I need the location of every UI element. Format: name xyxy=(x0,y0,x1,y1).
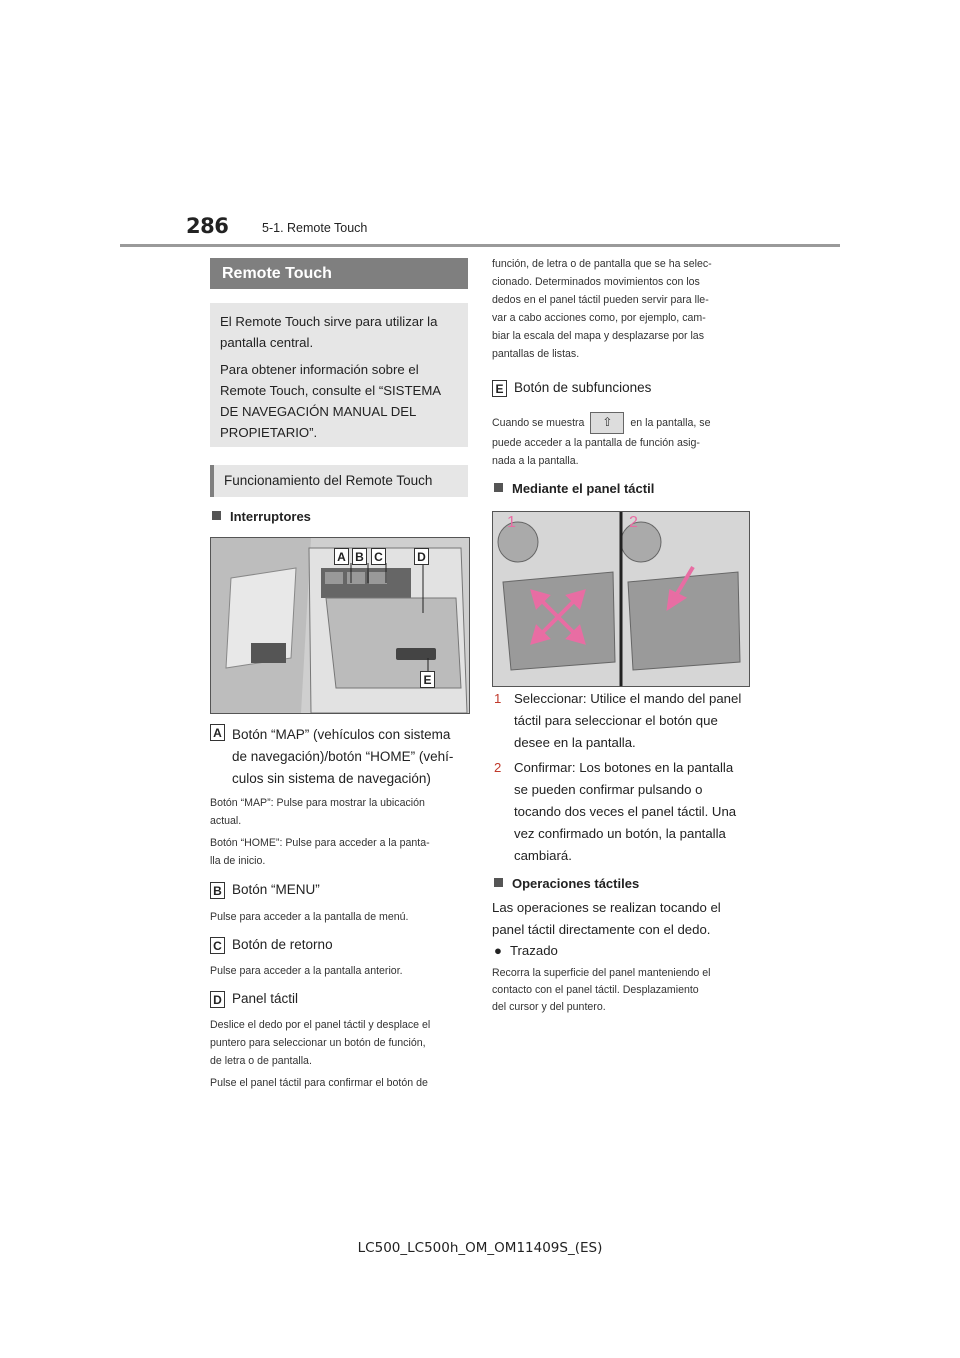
header-divider xyxy=(120,244,840,247)
step-2-number: 2 xyxy=(494,760,502,775)
item-a-desc-2: actual. xyxy=(210,815,242,827)
trace-desc xyxy=(492,965,710,1016)
step-1-line-3: desee en la pantalla. xyxy=(514,735,636,750)
switches-figure xyxy=(210,537,470,714)
item-a-label: A xyxy=(210,724,225,741)
item-e-title: Botón de subfunciones xyxy=(514,380,652,395)
item-a-title-1: Botón “MAP” (vehículos con sistema xyxy=(232,727,451,742)
operation-heading: Funcionamiento del Remote Touch xyxy=(210,465,468,497)
item-e-label: E xyxy=(492,380,507,397)
continued-line-2: cionado. Determinados movimientos con los xyxy=(492,276,700,288)
continued-line-1: función, de letra o de pantalla que se ha selec- xyxy=(492,258,712,270)
figure-label-c: C xyxy=(371,548,386,565)
touch-ops-subheading xyxy=(494,876,639,891)
step-2-text xyxy=(514,757,736,867)
touchpad-subheading xyxy=(494,481,654,496)
touchpad-subheading-text: Mediante el panel táctil xyxy=(512,481,655,496)
figure-label-e: E xyxy=(420,671,435,688)
item-e-desc-2: puede acceder a la pantalla de función asig- xyxy=(492,437,700,449)
item-c-label: C xyxy=(210,937,225,954)
section-title: 5-1. Remote Touch xyxy=(262,221,368,235)
item-d-desc-1: Deslice el dedo por el panel táctil y desplace el xyxy=(210,1019,431,1031)
figure-label-a: A xyxy=(334,548,349,565)
figure-step-1: 1 xyxy=(507,514,516,531)
step-1-line-2: táctil para seleccionar el botón que xyxy=(514,713,718,728)
trace-bullet-text: Trazado xyxy=(509,943,558,958)
item-d-desc xyxy=(210,1016,430,1092)
item-a-desc-3: Botón “HOME”: Pulse para acceder a la panta- xyxy=(210,837,430,849)
item-b-desc: Pulse para acceder a la pantalla de menú. xyxy=(210,911,409,923)
square-bullet-icon xyxy=(494,878,503,887)
trace-desc-2: contacto con el panel táctil. Desplazamiento xyxy=(492,984,699,996)
item-a-desc xyxy=(210,794,430,870)
round-bullet-icon: ● xyxy=(494,943,502,958)
continued-line-5: biar la escala del mapa y desplazarse por las xyxy=(492,330,704,342)
figure-label-b: B xyxy=(352,548,367,565)
item-c-title: Botón de retorno xyxy=(232,937,333,952)
switches-subheading-text: Interruptores xyxy=(230,509,311,524)
touchpad-figure xyxy=(492,511,750,687)
double-chevron-up-icon: ⇧ xyxy=(590,412,624,434)
item-a-desc-1: Botón “MAP”: Pulse para mostrar la ubicación xyxy=(210,797,425,809)
square-bullet-icon xyxy=(494,483,503,492)
trace-desc-1: Recorra la superficie del panel manteniendo el xyxy=(492,967,711,979)
item-a-desc-4: lla de inicio. xyxy=(210,855,266,867)
step-1-text xyxy=(514,688,741,754)
step-2-line-5: cambiará. xyxy=(514,848,572,863)
info-text-2: Para obtener información sobre el Remote Touch, consulte el “SISTEMA DE NAVEGACIÓN MANUAL DEL PROPIETARIO”. xyxy=(220,362,441,440)
trace-bullet xyxy=(494,940,558,962)
touch-ops-line-2: panel táctil directamente con el dedo. xyxy=(492,922,711,937)
touch-ops-text xyxy=(492,897,721,941)
square-bullet-icon xyxy=(212,511,221,520)
item-b-label: B xyxy=(210,882,225,899)
step-1-line-1: Seleccionar: Utilice el mando del panel xyxy=(514,691,742,706)
item-d-label: D xyxy=(210,991,225,1008)
item-a-title-3: culos sin sistema de navegación) xyxy=(232,771,431,786)
item-d-desc-4: Pulse el panel táctil para confirmar el botón de xyxy=(210,1077,428,1089)
page-number: 286 xyxy=(186,214,229,238)
continued-line-6: pantallas de listas. xyxy=(492,348,580,360)
figure-label-d: D xyxy=(414,548,429,565)
item-a-title xyxy=(232,724,453,790)
touch-ops-subheading-text: Operaciones táctiles xyxy=(512,876,640,891)
continued-line-4: var a cabo acciones como, por ejemplo, cam- xyxy=(492,312,706,324)
item-b-title: Botón “MENU” xyxy=(232,882,320,897)
item-e-desc-1a: Cuando se muestra xyxy=(492,417,585,429)
item-e-desc xyxy=(492,412,710,470)
figure-step-2: 2 xyxy=(629,514,638,531)
item-e-desc-3: nada a la pantalla. xyxy=(492,455,579,467)
touchpad-illustration xyxy=(493,512,749,686)
trace-desc-3: del cursor y del puntero. xyxy=(492,1001,606,1013)
item-a-title-2: de navegación)/botón “HOME” (vehí- xyxy=(232,749,454,764)
step-2-line-4: vez confirmado un botón, la pantalla xyxy=(514,826,726,841)
switches-subheading xyxy=(212,509,311,524)
step-2-line-2: se pueden confirmar pulsando o xyxy=(514,782,703,797)
footer-code: LC500_LC500h_OM_OM11409S_(ES) xyxy=(357,1240,603,1256)
remote-touch-heading: Remote Touch xyxy=(210,258,468,289)
continued-text xyxy=(492,255,712,363)
step-1-number: 1 xyxy=(494,691,502,706)
info-text-1: El Remote Touch sirve para utilizar la pantalla central. xyxy=(220,314,438,350)
touch-ops-line-1: Las operaciones se realizan tocando el xyxy=(492,900,721,915)
continued-line-3: dedos en el panel táctil pueden servir para lle- xyxy=(492,294,709,306)
item-c-desc: Pulse para acceder a la pantalla anterior. xyxy=(210,965,403,977)
info-box xyxy=(210,303,468,447)
item-e-desc-1b: en la pantalla, se xyxy=(630,417,711,429)
step-2-line-3: tocando dos veces el panel táctil. Una xyxy=(514,804,737,819)
item-d-desc-2: puntero para seleccionar un botón de función, xyxy=(210,1037,426,1049)
step-2-line-1: Confirmar: Los botones en la pantalla xyxy=(514,760,734,775)
item-d-title: Panel táctil xyxy=(232,991,299,1006)
item-d-desc-3: de letra o de pantalla. xyxy=(210,1055,312,1067)
